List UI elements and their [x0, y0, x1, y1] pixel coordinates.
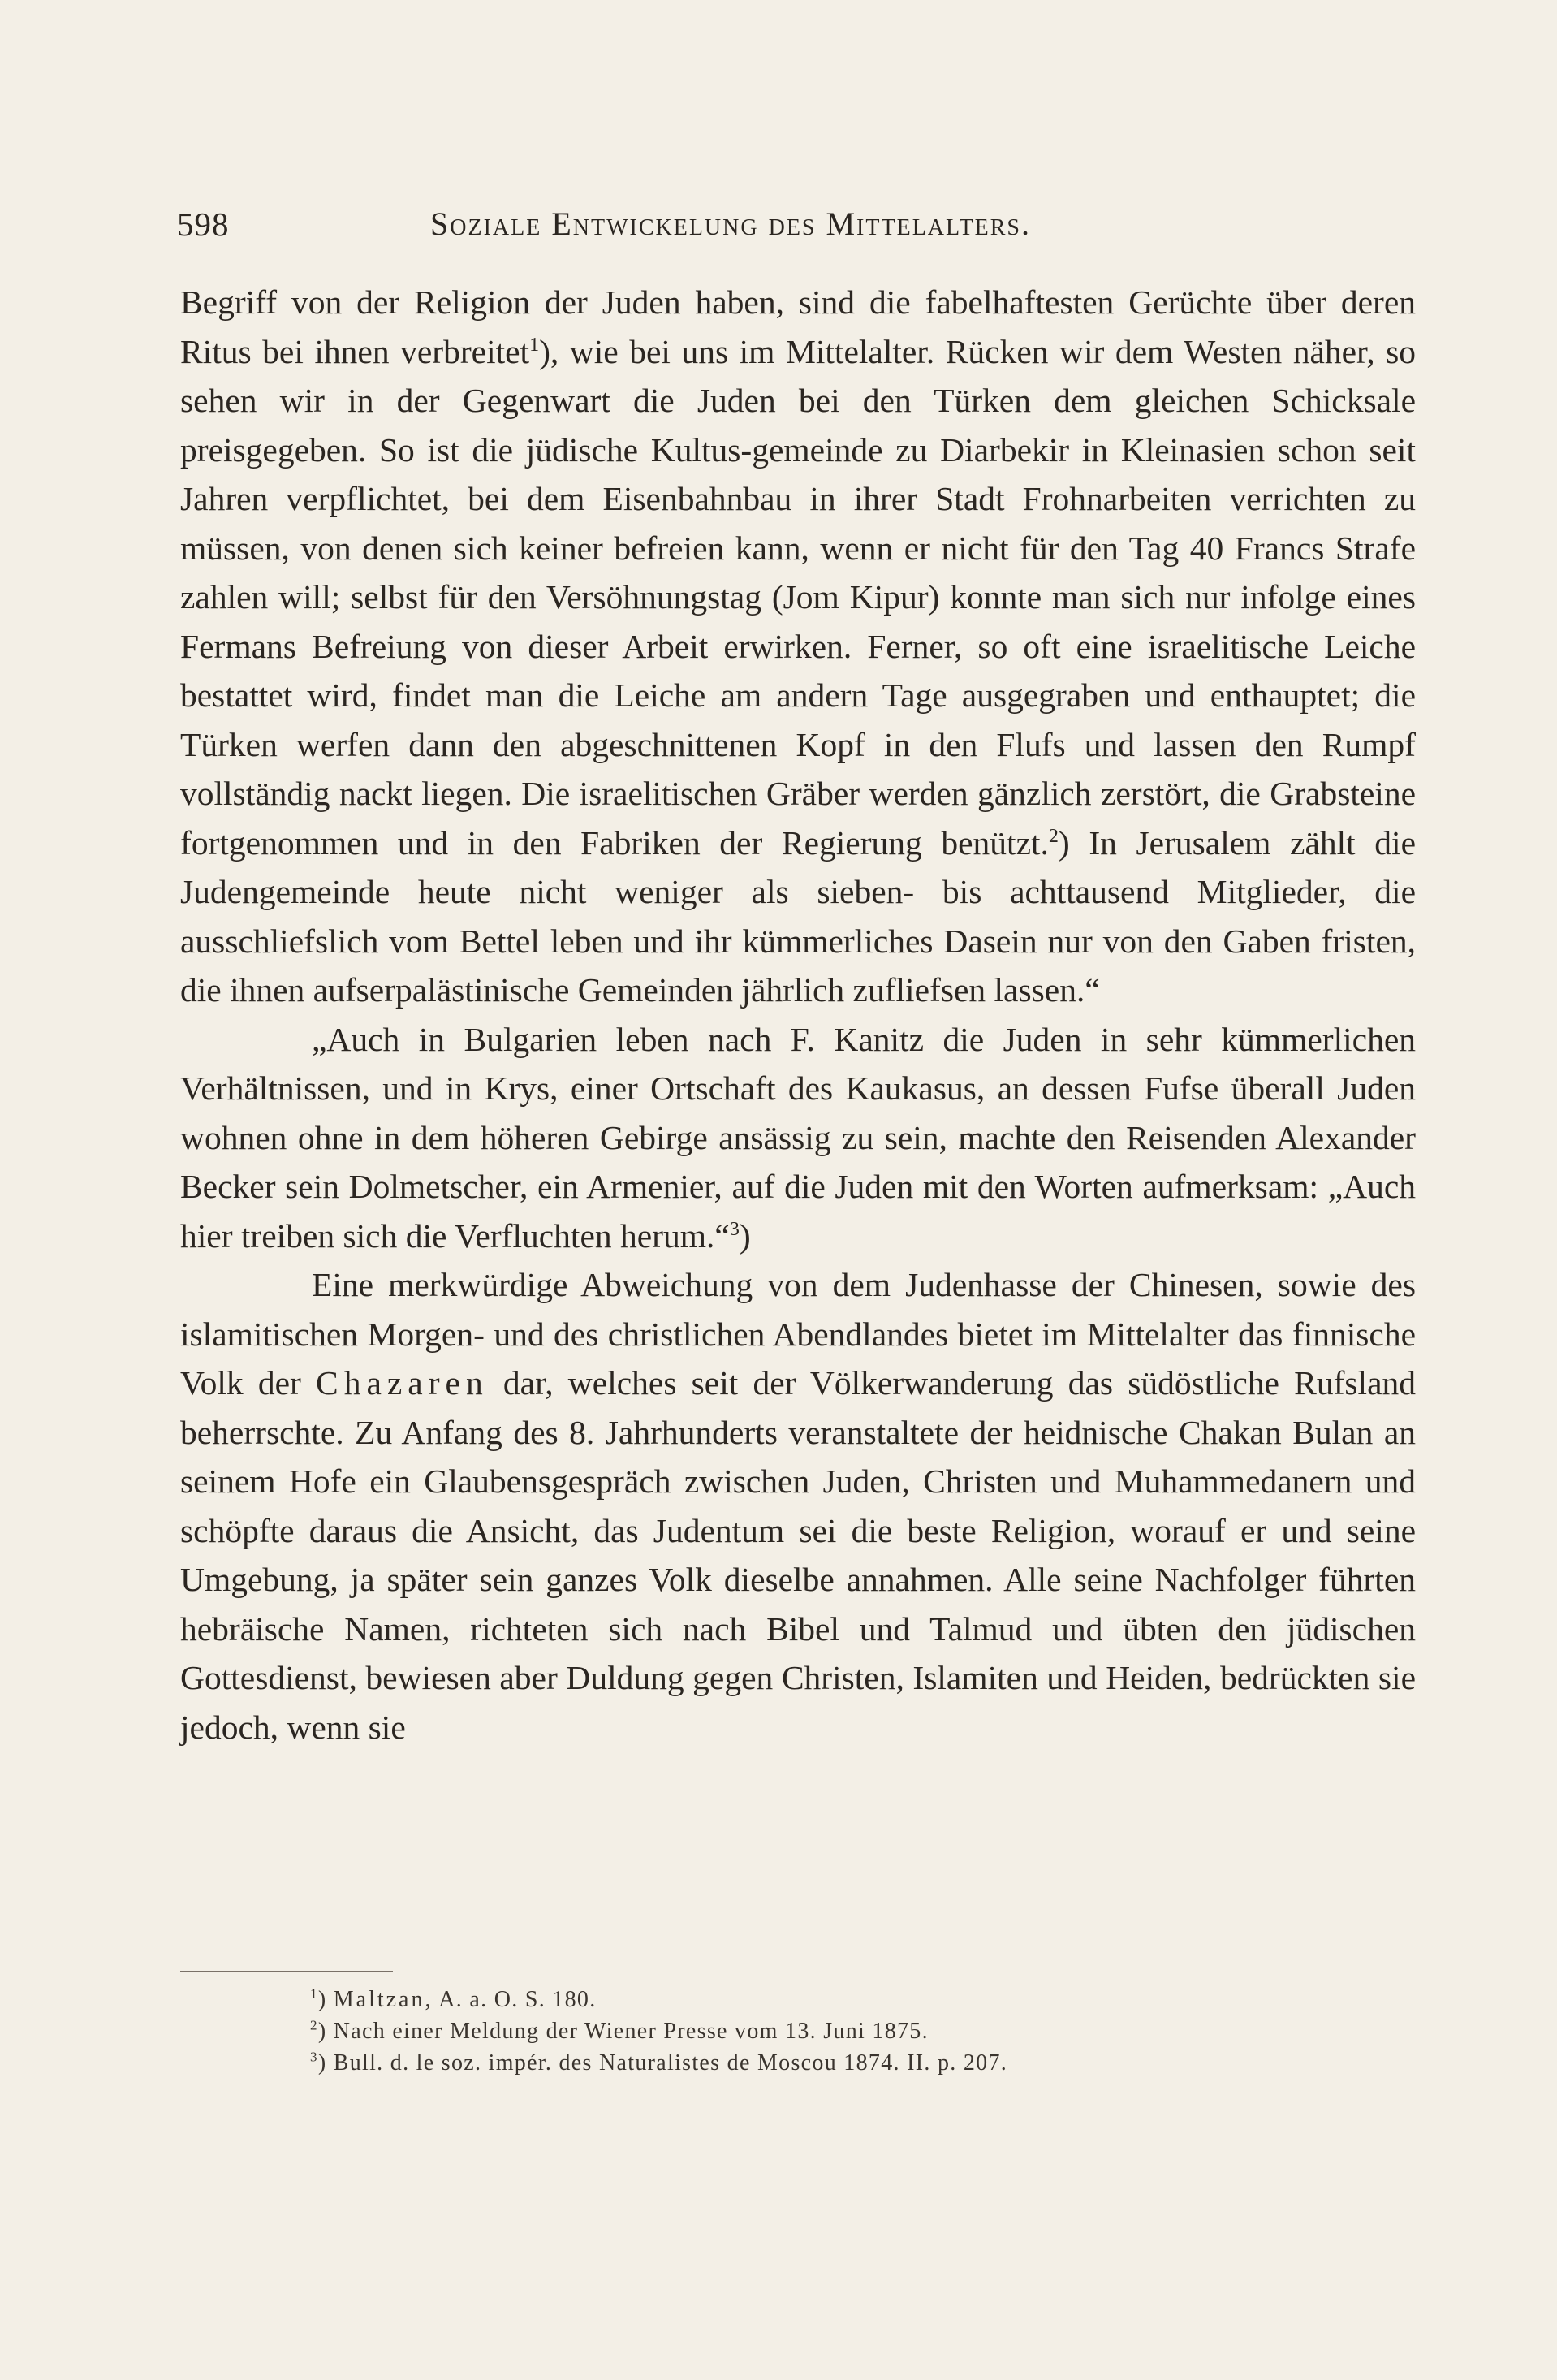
paragraph-3: Eine merkwürdige Abweichung von dem Judenhasse der Chinesen, sowie des islamitischen Morgen- und des christlichen Abendlandes bietet im Mittelalter das finnische Volk der Chazaren dar, welches seit der Völkerwanderung das südöstliche Rufsland beherrschte. Zu Anfang des 8. Jahrhunderts veranstaltete der heidnische Chakan Bulan an seinem Hofe ein Glaubensgespräch zwischen Juden, Christen und Muhammedanern und schöpfte daraus die Ansicht, das Judentum sei die beste Religion, worauf er und seine Umgebung, ja später sein ganzes Volk dieselbe annahmen. Alle seine Nachfolger führten hebräische Namen, richteten sich nach Bibel und Talmud und übten den jüdischen Gottesdienst, bewiesen aber Duldung gegen Christen, Islamiten und Heiden, bedrückten sie jedoch, wenn sie: [180, 1266, 1417, 1746]
spaced-emphasis: Chazaren: [316, 1364, 489, 1402]
page-number: 598: [177, 205, 230, 243]
footnote-ref-2: 2: [1048, 825, 1059, 847]
running-title: Soziale Entwickelung des Mittelalters.: [430, 205, 1032, 242]
footnote-ref-1: 1: [529, 334, 540, 356]
footnote-divider: [180, 1971, 393, 1972]
footnotes: [310, 1984, 1284, 2079]
body-text: [180, 278, 1416, 1752]
footnote-1: $^1$) Maltzan, A. a. O. S. 180.: [310, 1985, 597, 2012]
page-header: [177, 205, 1419, 245]
footnote-3: $^3$) Bull. d. le soz. impér. des Naturalistes de Moscou 1874. II. p. 207.: [310, 2049, 1008, 2075]
paragraph-1: Begriff von der Religion der Juden haben, sind die fabelhaftesten Gerüchte über deren Ritus bei ihnen verbreitet$^1$), wie bei uns im Mittelalter. Rücken wir dem Westen näher, so sehen wir in der Gegenwart die Juden bei den Türken dem gleichen Schicksale preisgegeben. So ist die jüdische Kultus-gemeinde zu Diarbekir in Kleinasien schon seit Jahren verpflichtet, bei dem Eisenbahnbau in ihrer Stadt Frohnarbeiten verrichten zu müssen, von denen sich keiner befreien kann, wenn er nicht für den Tag 40 Francs Strafe zahlen will; selbst für den Versöhnungstag (Jom Kipur) konnte man sich nur infolge eines Fermans Befreiung von dieser Arbeit erwirken. Ferner, so oft eine israelitische Leiche bestattet wird, findet man die Leiche am andern Tage ausgegraben und enthauptet; die Türken werfen dann den abgeschnittenen Kopf in den Flufs und lassen den Rumpf vollständig nackt liegen. Die israelitischen Gräber werden gänzlich zerstört, die Grabsteine fortgenommen und in den Fabriken der Regierung benützt.$^2$) In Jerusalem zählt die Judengemeinde heute nicht weniger als sieben- bis achttausend Mitglieder, die ausschliefslich vom Bettel leben und ihr kümmerliches Dasein nur von den Gaben fristen, die ihnen aufserpalästinische Gemeinden jährlich zufliefsen lassen.“: [180, 283, 1416, 1009]
footnote-2: $^2$) Nach einer Meldung der Wiener Presse vom 13. Juni 1875.: [310, 2017, 929, 2044]
paragraph-2: „Auch in Bulgarien leben nach F. Kanitz die Juden in sehr kümmerlichen Verhältnissen, und in Krys, einer Ortschaft des Kaukasus, an dessen Fufse überall Juden wohnen ohne in dem höheren Gebirge ansässig zu sein, machte den Reisenden Alexander Becker sein Dolmetscher, ein Armenier, auf die Juden mit den Worten aufmerksam: „Auch hier treiben sich die Verfluchten herum.“$^3$): [180, 1020, 1416, 1255]
footnote-ref-3: 3: [729, 1218, 740, 1240]
